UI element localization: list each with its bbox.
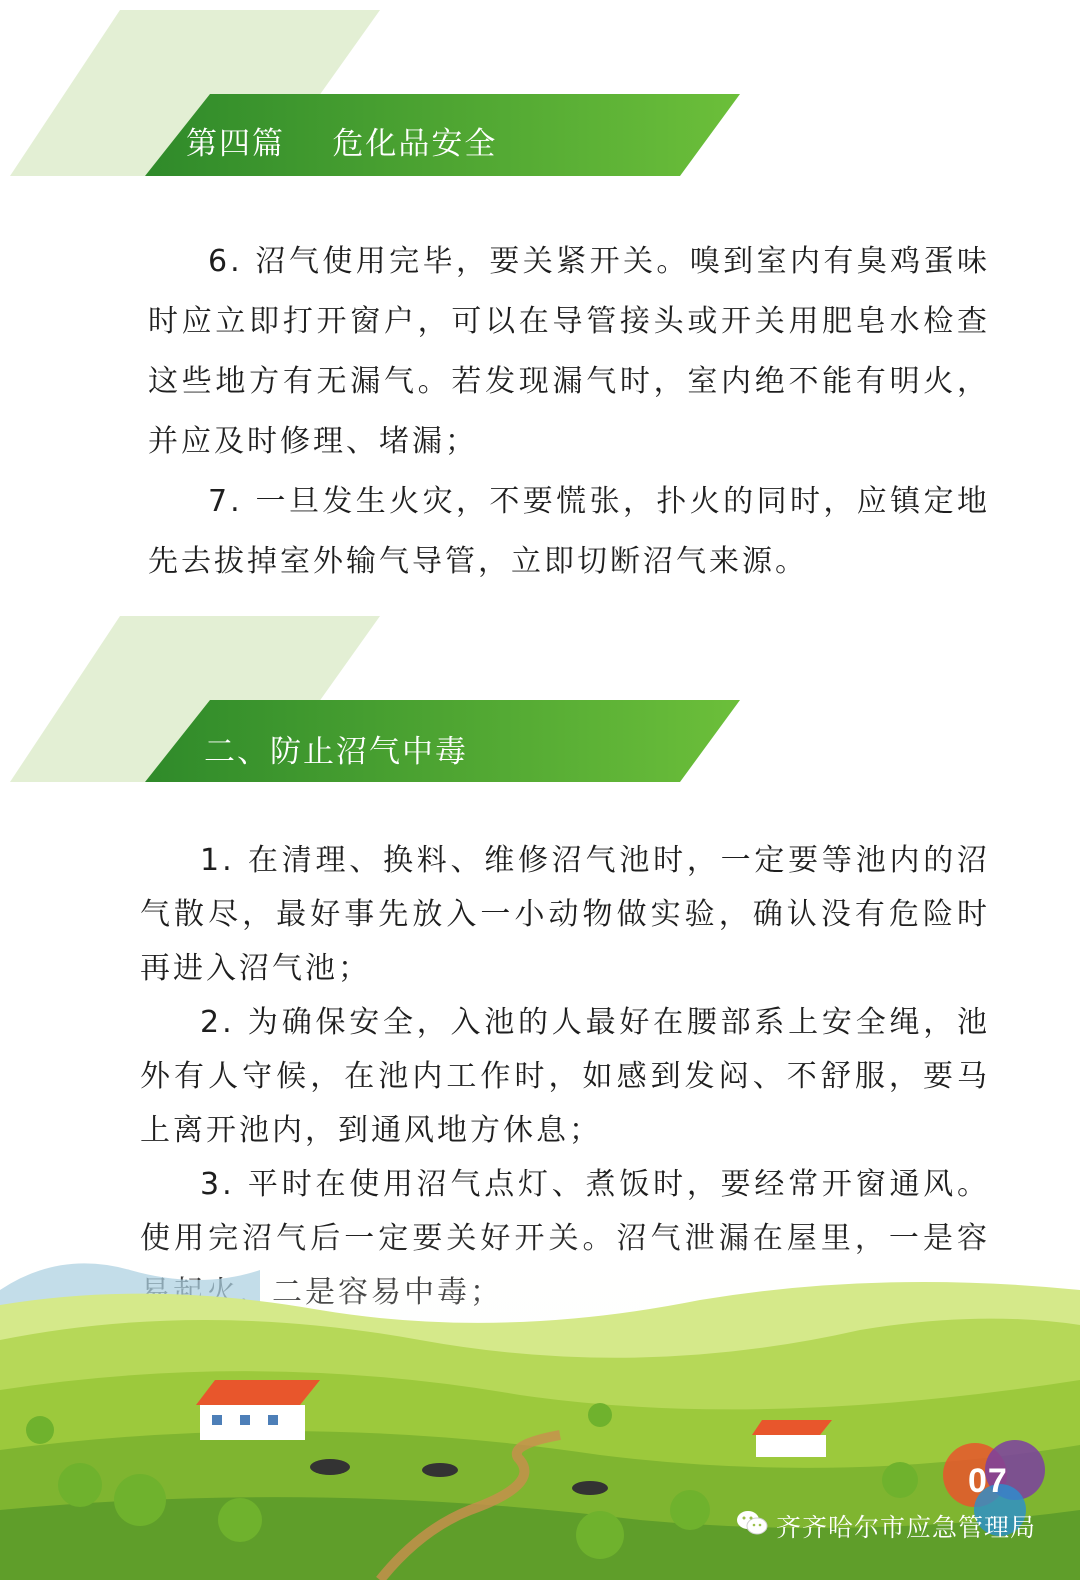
house-illustration — [196, 1380, 320, 1440]
watermark-text: 齐齐哈尔市应急管理局 — [776, 1513, 1037, 1542]
banner-shape — [0, 8, 760, 198]
paragraph: 2. 为确保安全，入池的人最好在腰部系上安全绳，池外有人守候，在池内工作时，如感到发闷、不舒服，要马上离开池内，到通风地方休息； — [140, 1005, 990, 1148]
paragraph: 3. 平时在使用沼气点灯、煮饭时，要经常开窗通风。 — [200, 1167, 990, 1202]
paragraph: 1. 在清理、换料、维修沼气池时，一定要等池内的沼气散尽，最好事先放入一小动物做实验，确认没有危险时再进入沼气池； — [140, 843, 990, 986]
page-number: 07 — [968, 1462, 1008, 1500]
house-illustration — [752, 1420, 832, 1457]
wechat-icon — [736, 1509, 768, 1543]
watermark — [736, 1508, 1036, 1544]
section-banner-1 — [0, 8, 760, 198]
text-block-1 — [148, 232, 990, 592]
section-banner-2 — [0, 614, 760, 804]
section-heading: 二、防止沼气中毒 — [204, 734, 468, 770]
paragraph: 6. 沼气使用完毕，要关紧开关。嗅到室内有臭鸡蛋味时应立即打开窗户，可以在导管接头或开关用肥皂水检查这些地方有无漏气。若发现漏气时，室内绝不能有明火，并应及时修理、堵漏； — [148, 244, 990, 459]
section-heading: 第四篇 危化品安全 — [186, 126, 498, 162]
paragraph: 7. 一旦发生火灾，不要慌张，扑火的同时，应镇定地先去拔掉室外输气导管，立即切断沼气来源。 — [148, 484, 990, 579]
banner-shape — [0, 614, 760, 804]
